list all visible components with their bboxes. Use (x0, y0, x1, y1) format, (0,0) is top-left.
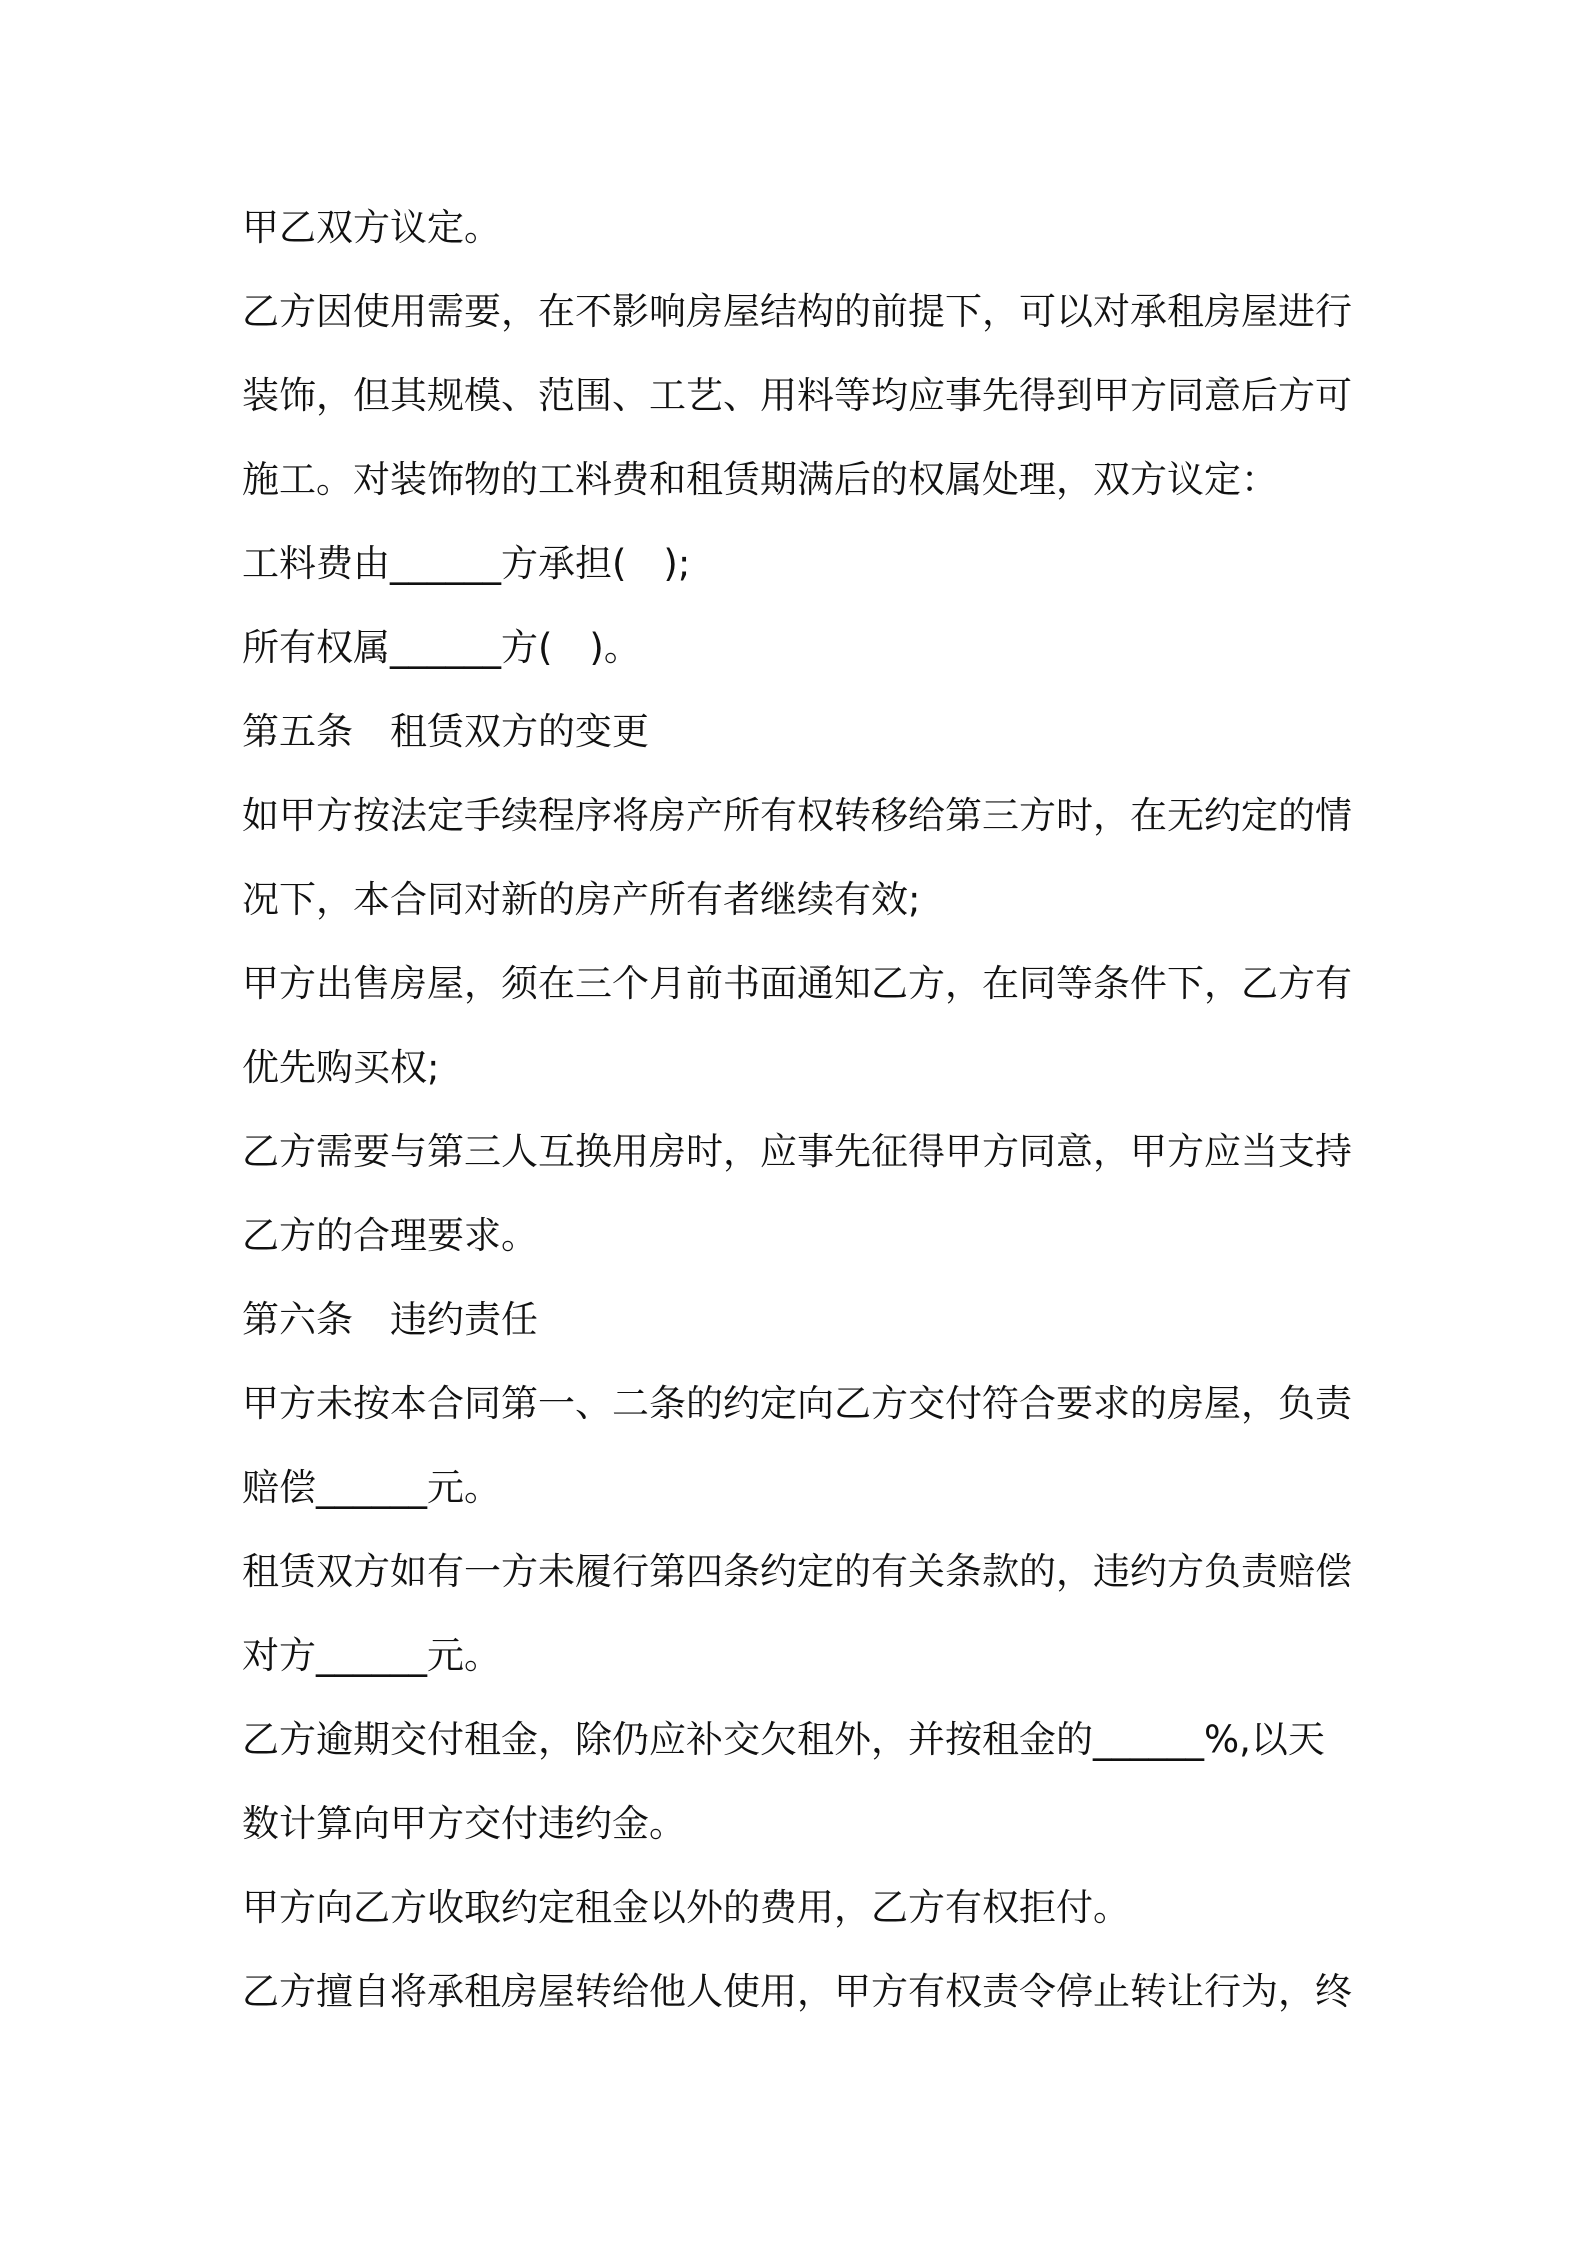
text-line: 所有权属______方( )。 (242, 626, 641, 669)
text-line: 赔偿______元。 (242, 1466, 501, 1509)
text-line: 况下，本合同对新的房产所有者继续有效; (242, 878, 921, 921)
text-line: 乙方擅自将承租房屋转给他人使用，甲方有权责令停止转让行为，终 (242, 1970, 1352, 2013)
section-heading: 第六条 违约责任 (242, 1298, 538, 1341)
text-line: 租赁双方如有一方未履行第四条约定的有关条款的，违约方负责赔偿 (242, 1550, 1352, 1593)
text-line: 乙方需要与第三人互换用房时，应事先征得甲方同意，甲方应当支持 (242, 1130, 1352, 1173)
section-heading: 第五条 租赁双方的变更 (242, 710, 649, 753)
text-line: 优先购买权; (242, 1046, 440, 1089)
text-line: 工料费由______方承担( ); (242, 542, 691, 585)
text-line: 甲方未按本合同第一、二条的约定向乙方交付符合要求的房屋，负责 (242, 1382, 1352, 1425)
text-line: 装饰，但其规模、范围、工艺、用料等均应事先得到甲方同意后方可 (242, 374, 1352, 417)
text-line: 施工。对装饰物的工料费和租赁期满后的权属处理，双方议定： (242, 458, 1278, 501)
text-line: 乙方的合理要求。 (242, 1214, 538, 1257)
text-line: 乙方逾期交付租金，除仍应补交欠租外，并按租金的______%,以天 (242, 1718, 1325, 1761)
text-line: 乙方因使用需要，在不影响房屋结构的前提下，可以对承租房屋进行 (242, 290, 1352, 333)
text-line: 甲方出售房屋，须在三个月前书面通知乙方，在同等条件下，乙方有 (242, 962, 1352, 1005)
text-line: 甲方向乙方收取约定租金以外的费用，乙方有权拒付。 (242, 1886, 1130, 1929)
text-line: 对方______元。 (242, 1634, 501, 1677)
text-line: 如甲方按法定手续程序将房产所有权转移给第三方时，在无约定的情 (242, 794, 1352, 837)
text-line: 甲乙双方议定。 (242, 206, 501, 249)
text-line: 数计算向甲方交付违约金。 (242, 1802, 686, 1845)
